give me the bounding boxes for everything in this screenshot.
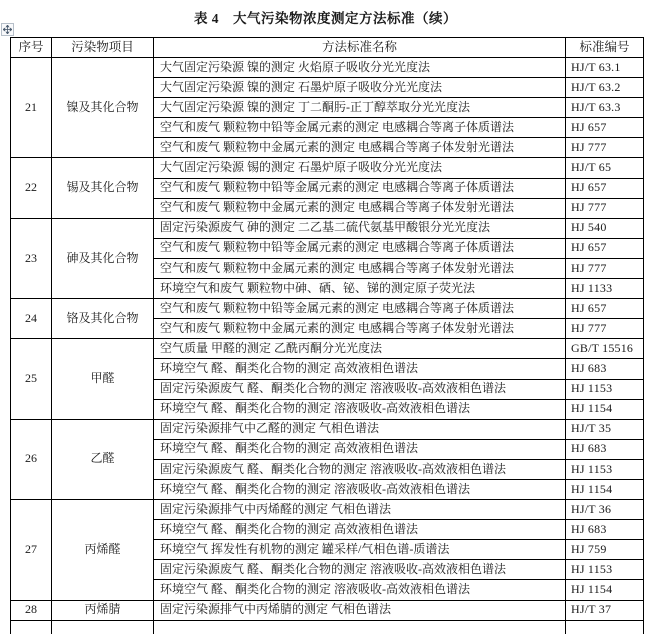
col-header-standard-code: 标准编号	[566, 38, 644, 58]
standard-code-cell: GB/T 15516	[566, 339, 644, 359]
method-name-cell: 空气质量 甲醛的测定 乙酰丙酮分光光度法	[154, 339, 566, 359]
standard-code-cell: HJ 540	[566, 218, 644, 238]
empty-cell	[566, 620, 644, 634]
col-header-method-name: 方法标准名称	[154, 38, 566, 58]
method-name-cell: 空气和废气 颗粒物中铅等金属元素的测定 电感耦合等离子体质谱法	[154, 299, 566, 319]
serial-cell: 23	[11, 218, 52, 298]
col-header-serial: 序号	[11, 38, 52, 58]
standard-code-cell: HJ/T 63.2	[566, 78, 644, 98]
standards-table	[10, 37, 644, 634]
standard-code-cell: HJ 683	[566, 439, 644, 459]
standard-code-cell: HJ 657	[566, 299, 644, 319]
standard-code-cell: HJ 683	[566, 359, 644, 379]
method-name-cell: 空气和废气 颗粒物中铅等金属元素的测定 电感耦合等离子体质谱法	[154, 178, 566, 198]
method-name-cell: 固定污染源废气 砷的测定 二乙基二硫代氨基甲酸银分光光度法	[154, 218, 566, 238]
method-name-cell: 大气固定污染源 镍的测定 火焰原子吸收分光光度法	[154, 58, 566, 78]
method-name-cell: 环境空气 醛、酮类化合物的测定 溶液吸收-高效液相色谱法	[154, 580, 566, 600]
pollutant-cell: 砷及其化合物	[52, 218, 154, 298]
standard-code-cell: HJ 1154	[566, 399, 644, 419]
standard-code-cell: HJ/T 65	[566, 158, 644, 178]
standard-code-cell: HJ 1153	[566, 459, 644, 479]
standard-code-cell: HJ 657	[566, 118, 644, 138]
method-name-cell: 固定污染源排气中丙烯醛的测定 气相色谱法	[154, 500, 566, 520]
method-name-cell: 固定污染源废气 醛、酮类化合物的测定 溶液吸收-高效液相色谱法	[154, 459, 566, 479]
serial-cell: 26	[11, 419, 52, 499]
method-name-cell: 空气和废气 颗粒物中金属元素的测定 电感耦合等离子体发射光谱法	[154, 138, 566, 158]
partial-next-row	[11, 620, 644, 634]
col-header-pollutant: 污染物项目	[52, 38, 154, 58]
empty-cell	[52, 620, 154, 634]
method-row	[11, 339, 644, 359]
empty-cell	[11, 620, 52, 634]
pollutant-cell: 铬及其化合物	[52, 299, 154, 339]
standard-code-cell: HJ 777	[566, 138, 644, 158]
standard-code-cell: HJ 759	[566, 540, 644, 560]
method-name-cell: 环境空气 醛、酮类化合物的测定 高效液相色谱法	[154, 520, 566, 540]
serial-cell: 22	[11, 158, 52, 218]
serial-cell: 25	[11, 339, 52, 419]
method-name-cell: 大气固定污染源 镍的测定 石墨炉原子吸收分光光度法	[154, 78, 566, 98]
method-name-cell: 环境空气 挥发性有机物的测定 罐采样/气相色谱-质谱法	[154, 540, 566, 560]
standard-code-cell: HJ/T 35	[566, 419, 644, 439]
standard-code-cell: HJ 777	[566, 198, 644, 218]
method-row	[11, 158, 644, 178]
method-name-cell: 环境空气 醛、酮类化合物的测定 溶液吸收-高效液相色谱法	[154, 479, 566, 499]
empty-cell	[154, 620, 566, 634]
method-name-cell: 空气和废气 颗粒物中金属元素的测定 电感耦合等离子体发射光谱法	[154, 198, 566, 218]
serial-cell: 24	[11, 299, 52, 339]
method-name-cell: 环境空气 醛、酮类化合物的测定 高效液相色谱法	[154, 439, 566, 459]
pollutant-cell: 丙烯醛	[52, 500, 154, 600]
method-row	[11, 419, 644, 439]
method-name-cell: 固定污染源排气中丙烯腈的测定 气相色谱法	[154, 600, 566, 620]
method-name-cell: 环境空气 醛、酮类化合物的测定 溶液吸收-高效液相色谱法	[154, 399, 566, 419]
method-name-cell: 空气和废气 颗粒物中金属元素的测定 电感耦合等离子体发射光谱法	[154, 319, 566, 339]
method-name-cell: 固定污染源废气 醛、酮类化合物的测定 溶液吸收-高效液相色谱法	[154, 379, 566, 399]
method-row	[11, 299, 644, 319]
method-name-cell: 空气和废气 颗粒物中铅等金属元素的测定 电感耦合等离子体质谱法	[154, 118, 566, 138]
method-name-cell: 空气和废气 颗粒物中铅等金属元素的测定 电感耦合等离子体质谱法	[154, 238, 566, 258]
method-row	[11, 500, 644, 520]
standard-code-cell: HJ 657	[566, 178, 644, 198]
header-row	[11, 38, 644, 58]
method-row	[11, 600, 644, 620]
method-name-cell: 环境空气 醛、酮类化合物的测定 高效液相色谱法	[154, 359, 566, 379]
standard-code-cell: HJ 683	[566, 520, 644, 540]
standard-code-cell: HJ/T 63.3	[566, 98, 644, 118]
pollutant-cell: 丙烯腈	[52, 600, 154, 620]
method-row	[11, 218, 644, 238]
four-way-arrow-icon	[3, 25, 12, 34]
pollutant-cell: 甲醛	[52, 339, 154, 419]
standard-code-cell: HJ/T 63.1	[566, 58, 644, 78]
standard-code-cell: HJ 1153	[566, 560, 644, 580]
method-name-cell: 大气固定污染源 锡的测定 石墨炉原子吸收分光光度法	[154, 158, 566, 178]
serial-cell: 21	[11, 58, 52, 158]
method-name-cell: 固定污染源废气 醛、酮类化合物的测定 溶液吸收-高效液相色谱法	[154, 560, 566, 580]
serial-cell: 28	[11, 600, 52, 620]
table-body	[11, 58, 644, 634]
standard-code-cell: HJ 1154	[566, 479, 644, 499]
standard-code-cell: HJ 1133	[566, 279, 644, 299]
standard-code-cell: HJ 1153	[566, 379, 644, 399]
standard-code-cell: HJ 1154	[566, 580, 644, 600]
standard-code-cell: HJ 657	[566, 238, 644, 258]
table-move-handle-icon[interactable]	[1, 23, 14, 36]
method-name-cell: 大气固定污染源 镍的测定 丁二酮肟-正丁醇萃取分光光度法	[154, 98, 566, 118]
pollutant-cell: 镍及其化合物	[52, 58, 154, 158]
standard-code-cell: HJ/T 37	[566, 600, 644, 620]
table-caption: 表 4 大气污染物浓度测定方法标准（续）	[0, 7, 651, 27]
standard-code-cell: HJ 777	[566, 319, 644, 339]
pollutant-cell: 锡及其化合物	[52, 158, 154, 218]
method-name-cell: 固定污染源排气中乙醛的测定 气相色谱法	[154, 419, 566, 439]
serial-cell: 27	[11, 500, 52, 600]
method-name-cell: 环境空气和废气 颗粒物中砷、硒、铋、锑的测定原子荧光法	[154, 279, 566, 299]
standard-code-cell: HJ 777	[566, 258, 644, 278]
method-name-cell: 空气和废气 颗粒物中金属元素的测定 电感耦合等离子体发射光谱法	[154, 258, 566, 278]
pollutant-cell: 乙醛	[52, 419, 154, 499]
standard-code-cell: HJ/T 36	[566, 500, 644, 520]
method-row	[11, 58, 644, 78]
